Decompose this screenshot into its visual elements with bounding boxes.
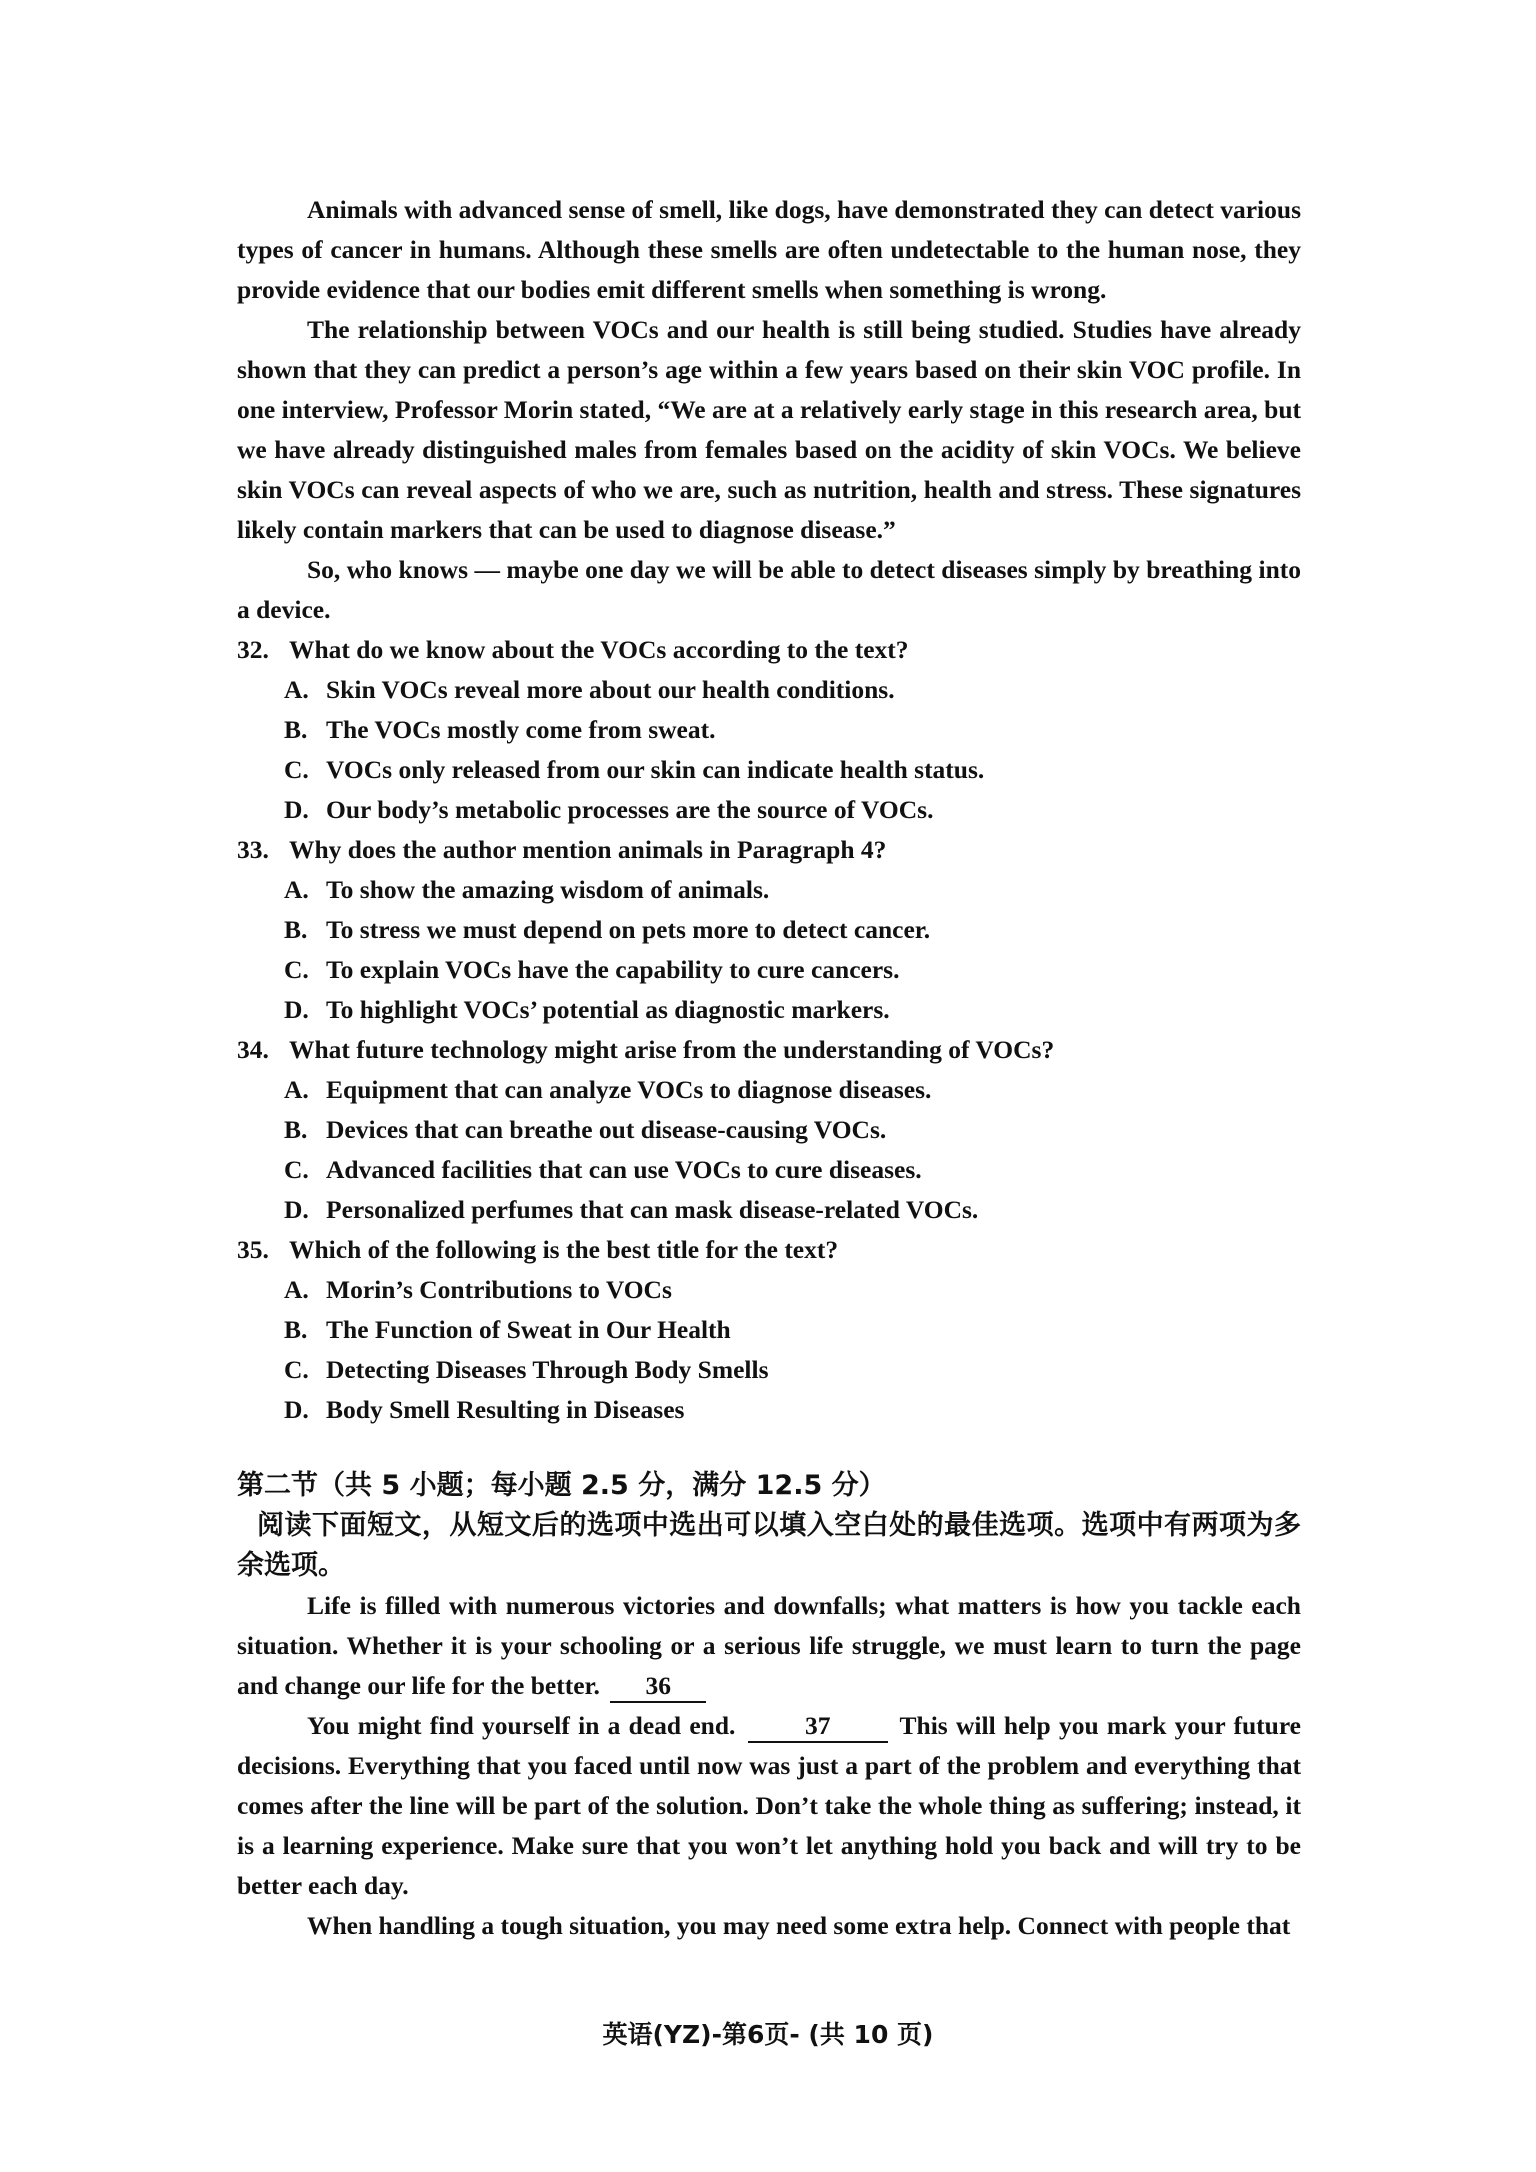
option-text: Our body’s metabolic processes are the source of VOCs. (326, 795, 934, 824)
option-c[interactable] (284, 950, 1301, 990)
option-letter: B. (284, 915, 308, 944)
passage-paragraph-animals: Animals with advanced sense of smell, like dogs, have demonstrated they can detect various types of cancer in humans. Although these smells are often undetectable to the human nose, they provide evidence that our bodies emit different smells when something is wrong. (237, 195, 1301, 304)
question-number: 34. (237, 1035, 269, 1064)
cloze-paragraph-1 (237, 1586, 1301, 1706)
option-text: VOCs only released from our skin can indicate health status. (326, 755, 985, 784)
option-b[interactable] (284, 1310, 1301, 1350)
question-text: What future technology might arise from the understanding of VOCs? (289, 1035, 1055, 1064)
question-34 (237, 1030, 1301, 1230)
question-33 (237, 830, 1301, 1030)
question-stem (237, 630, 1301, 670)
option-text: Advanced facilities that can use VOCs to cure diseases. (326, 1155, 922, 1184)
option-text: Devices that can breathe out disease-causing VOCs. (326, 1115, 887, 1144)
option-b[interactable] (284, 710, 1301, 750)
option-d[interactable] (284, 1390, 1301, 1430)
option-text: Body Smell Resulting in Diseases (326, 1395, 685, 1424)
question-stem (237, 1030, 1301, 1070)
question-text: Why does the author mention animals in Paragraph 4? (289, 835, 887, 864)
option-list (237, 870, 1301, 1030)
question-stem (237, 1230, 1301, 1270)
option-d[interactable] (284, 1190, 1301, 1230)
option-letter: C. (284, 955, 309, 984)
option-letter: A. (284, 675, 309, 704)
passage-paragraph-conclusion: So, who knows — maybe one day we will be able to detect diseases simply by breathing into a device. (237, 555, 1301, 624)
option-c[interactable] (284, 750, 1301, 790)
page-footer: 英语(YZ)-第6页- (共 10 页) (602, 2020, 934, 2049)
option-letter: C. (284, 755, 309, 784)
question-number: 32. (237, 635, 269, 664)
question-32 (237, 630, 1301, 830)
page-content (237, 190, 1301, 1946)
cloze-text: Life is filled with numerous victories and downfalls; what matters is how you tackle each situation. Whether it is your schooling or a serious life struggle, we must learn to turn the page and change our life for the better. (237, 1591, 1301, 1700)
option-letter: D. (284, 1195, 309, 1224)
option-letter: A. (284, 1275, 309, 1304)
option-text: To show the amazing wisdom of animals. (326, 875, 770, 904)
option-text: The VOCs mostly come from sweat. (326, 715, 716, 744)
option-a[interactable] (284, 1270, 1301, 1310)
cloze-text: This will help you mark your future decisions. Everything that you faced until now was just a part of the problem and everything that comes after the line will be part of the solution. Don’t take the whole thing as suffering; instead, it is a learning experience. Make sure that you won’t let anything hold you back and will try to be better each day. (237, 1711, 1301, 1900)
option-text: To explain VOCs have the capability to cure cancers. (326, 955, 900, 984)
option-letter: B. (284, 1315, 308, 1344)
option-list (237, 1270, 1301, 1430)
option-letter: C. (284, 1355, 309, 1384)
option-a[interactable] (284, 870, 1301, 910)
option-letter: D. (284, 795, 309, 824)
question-number: 33. (237, 835, 269, 864)
option-text: To stress we must depend on pets more to detect cancer. (326, 915, 931, 944)
option-letter: A. (284, 1075, 309, 1104)
cloze-paragraph-2 (237, 1706, 1301, 1906)
option-d[interactable] (284, 990, 1301, 1030)
option-text: To highlight VOCs’ potential as diagnostic markers. (326, 995, 890, 1024)
option-d[interactable] (284, 790, 1301, 830)
option-c[interactable] (284, 1350, 1301, 1390)
option-letter: D. (284, 995, 309, 1024)
passage-paragraph-voc-research: The relationship between VOCs and our health is still being studied. Studies have already shown that they can predict a person’s age within a few years based on their skin VOC profile. In one interview, Professor Morin stated, “We are at a relatively early stage in this research area, but we have already distinguished males from females based on the acidity of skin VOCs. We believe skin VOCs can reveal aspects of who we are, such as nutrition, health and stress. These signatures likely contain markers that can be used to diagnose disease.” (237, 315, 1301, 544)
blank-37[interactable]: 37 (748, 1711, 888, 1743)
cloze-text: You might find yourself in a dead end. (307, 1711, 736, 1740)
option-letter: D. (284, 1395, 309, 1424)
option-list (237, 670, 1301, 830)
question-list (237, 630, 1301, 1430)
option-a[interactable] (284, 1070, 1301, 1110)
section-heading: 第二节（共 5 小题；每小题 2.5 分，满分 12.5 分） (237, 1470, 886, 1501)
option-letter: B. (284, 715, 308, 744)
blank-36[interactable]: 36 (610, 1671, 706, 1703)
cloze-paragraph-3: When handling a tough situation, you may need some extra help. Connect with people that (307, 1911, 1291, 1940)
option-letter: A. (284, 875, 309, 904)
option-text: Skin VOCs reveal more about our health conditions. (326, 675, 895, 704)
question-number: 35. (237, 1235, 269, 1264)
option-text: Detecting Diseases Through Body Smells (326, 1355, 769, 1384)
question-stem (237, 830, 1301, 870)
section-2 (237, 1466, 1301, 1946)
question-text: What do we know about the VOCs according to the text? (289, 635, 909, 664)
option-letter: C. (284, 1155, 309, 1184)
option-text: The Function of Sweat in Our Health (326, 1315, 731, 1344)
option-b[interactable] (284, 1110, 1301, 1150)
question-text: Which of the following is the best title for the text? (289, 1235, 839, 1264)
option-b[interactable] (284, 910, 1301, 950)
question-35 (237, 1230, 1301, 1430)
option-letter: B. (284, 1115, 308, 1144)
reading-passage (237, 190, 1301, 630)
option-text: Personalized perfumes that can mask disease-related VOCs. (326, 1195, 979, 1224)
option-text: Equipment that can analyze VOCs to diagnose diseases. (326, 1075, 932, 1104)
option-c[interactable] (284, 1150, 1301, 1190)
option-a[interactable] (284, 670, 1301, 710)
option-text: Morin’s Contributions to VOCs (326, 1275, 672, 1304)
section-instruction: 阅读下面短文，从短文后的选项中选出可以填入空白处的最佳选项。选项中有两项为多余选项。 (237, 1510, 1301, 1581)
option-list (237, 1070, 1301, 1230)
